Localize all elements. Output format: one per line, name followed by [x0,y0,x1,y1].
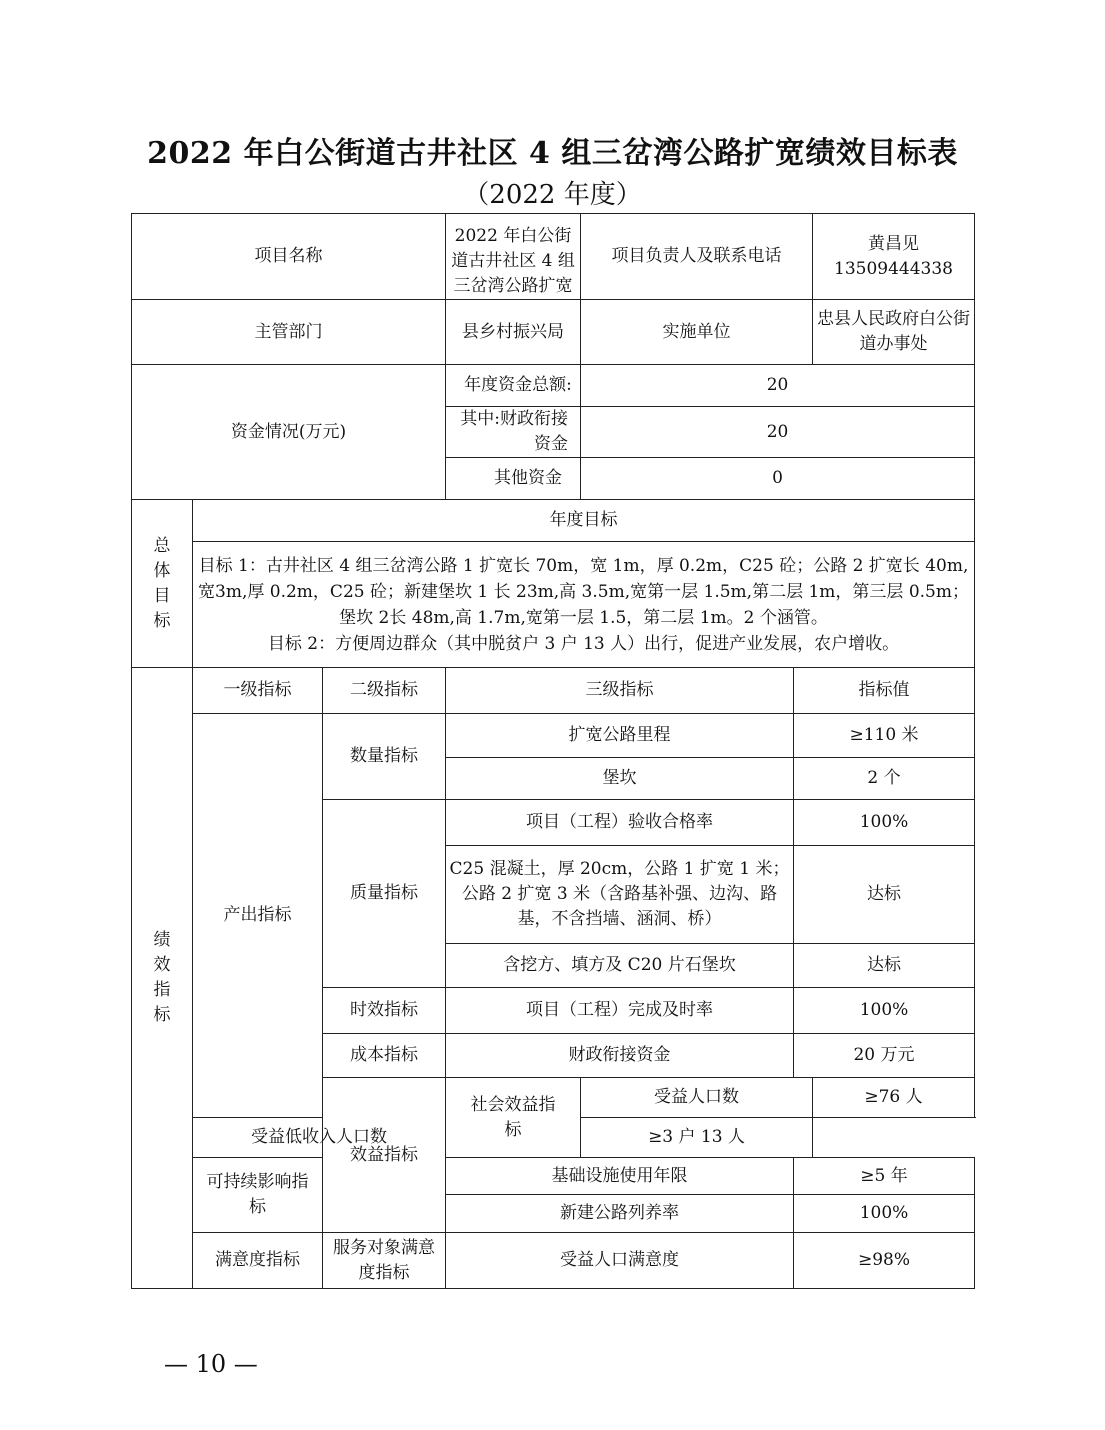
dept-label: 主管部门 [132,300,446,365]
quality-indicator: 质量指标 [323,800,446,988]
su2-value: 100% [794,1195,975,1233]
perf-label: 绩效指标 [132,668,193,1289]
cost-indicator: 成本指标 [323,1034,446,1078]
su1-value: ≥5 年 [794,1158,975,1195]
c1-name: 财政衔接资金 [446,1034,794,1078]
ql2-name: C25 混凝土，厚 20cm，公路 1 扩宽 1 米；公路 2 扩宽 3 米（含路基补强、边沟、路基，不含挡墙、涵洞、桥） [446,846,794,944]
funds-total-value: 20 [581,365,975,407]
funds-label: 资金情况(万元) [132,365,446,500]
ql3-name: 含挖方、填方及 C20 片石堡坎 [446,944,794,988]
q1-name: 扩宽公路里程 [446,714,794,758]
annual-goal-text [193,542,975,668]
goal-1: 目标 1：古井社区 4 组三岔湾公路 1 扩宽长 70m，宽 1m，厚 0.2m，C25 砼；公路 2 扩宽长 40m,宽3m,厚 0.2m，C25 砼；新建堡坎 1 长 23m,高 3.5m,宽第一层 1.5m,第二层 1m，第三层 0.5m；堡坎 2长 48m,高 1.7m,宽第一层 1.5，第二层 1m。2 个涵管。 [198,555,969,628]
ql1-value: 100% [794,800,975,846]
s2-value: ≥3 户 13 人 [581,1118,813,1158]
timeliness-indicator: 时效指标 [323,988,446,1034]
q2-value: 2 个 [794,758,975,800]
t1-name: 项目（工程）完成及时率 [446,988,794,1034]
project-name-value: 2022 年白公街道古井社区 4 组三岔湾公路扩宽 [446,214,581,300]
contact-value: 黄昌见 13509444338 [813,214,975,300]
c1-value: 20 万元 [794,1034,975,1078]
impl-value: 忠县人民政府白公街道办事处 [813,300,975,365]
t1-value: 100% [794,988,975,1034]
ql1-name: 项目（工程）验收合格率 [446,800,794,846]
s2-name: 受益低收入人口数 [193,1118,446,1158]
page-title: 2022 年白公街道古井社区 4 组三岔湾公路扩宽绩效目标表 [147,136,958,171]
annual-goal-label: 年度目标 [193,500,975,542]
header-value: 指标值 [794,668,975,714]
funds-other-value: 0 [581,458,975,500]
q2-name: 堡坎 [446,758,794,800]
sa1-value: ≥98% [794,1233,975,1289]
header-level2: 二级指标 [323,668,446,714]
su1-name: 基础设施使用年限 [446,1158,794,1195]
sustain-indicator: 可持续影响指标 [193,1158,323,1233]
page-number: — 10 — [164,1350,258,1378]
benefit-indicator: 效益指标 [323,1078,446,1233]
header-level3: 三级指标 [446,668,794,714]
funds-fiscal-value: 20 [581,407,975,458]
s1-value: ≥76 人 [813,1078,975,1118]
funds-total-label: 年度资金总额: [446,365,581,407]
overall-goal-label: 总体目标 [132,500,193,668]
performance-table [131,213,975,1289]
funds-other-label: 其他资金 [446,458,581,500]
su2-name: 新建公路列养率 [446,1195,794,1233]
satisfaction-indicator: 满意度指标 [193,1233,323,1289]
dept-value: 县乡村振兴局 [446,300,581,365]
q1-value: ≥110 米 [794,714,975,758]
contact-label: 项目负责人及联系电话 [581,214,813,300]
output-indicator: 产出指标 [193,714,323,1118]
sa1-name: 受益人口满意度 [446,1233,794,1289]
page-subtitle: （2022 年度） [463,180,642,210]
quantity-indicator: 数量指标 [323,714,446,800]
header-level1: 一级指标 [193,668,323,714]
ql3-value: 达标 [794,944,975,988]
impl-label: 实施单位 [581,300,813,365]
social-indicator: 社会效益指标 [446,1078,581,1158]
goal-2: 目标 2：方便周边群众（其中脱贫户 3 户 13 人）出行，促进产业发展，农户增收。 [267,633,900,654]
ql2-value: 达标 [794,846,975,944]
funds-fiscal-label: 其中:财政衔接资金 [446,407,581,458]
service-indicator: 服务对象满意度指标 [323,1233,446,1289]
s1-name: 受益人口数 [581,1078,813,1118]
project-name-label: 项目名称 [132,214,446,300]
